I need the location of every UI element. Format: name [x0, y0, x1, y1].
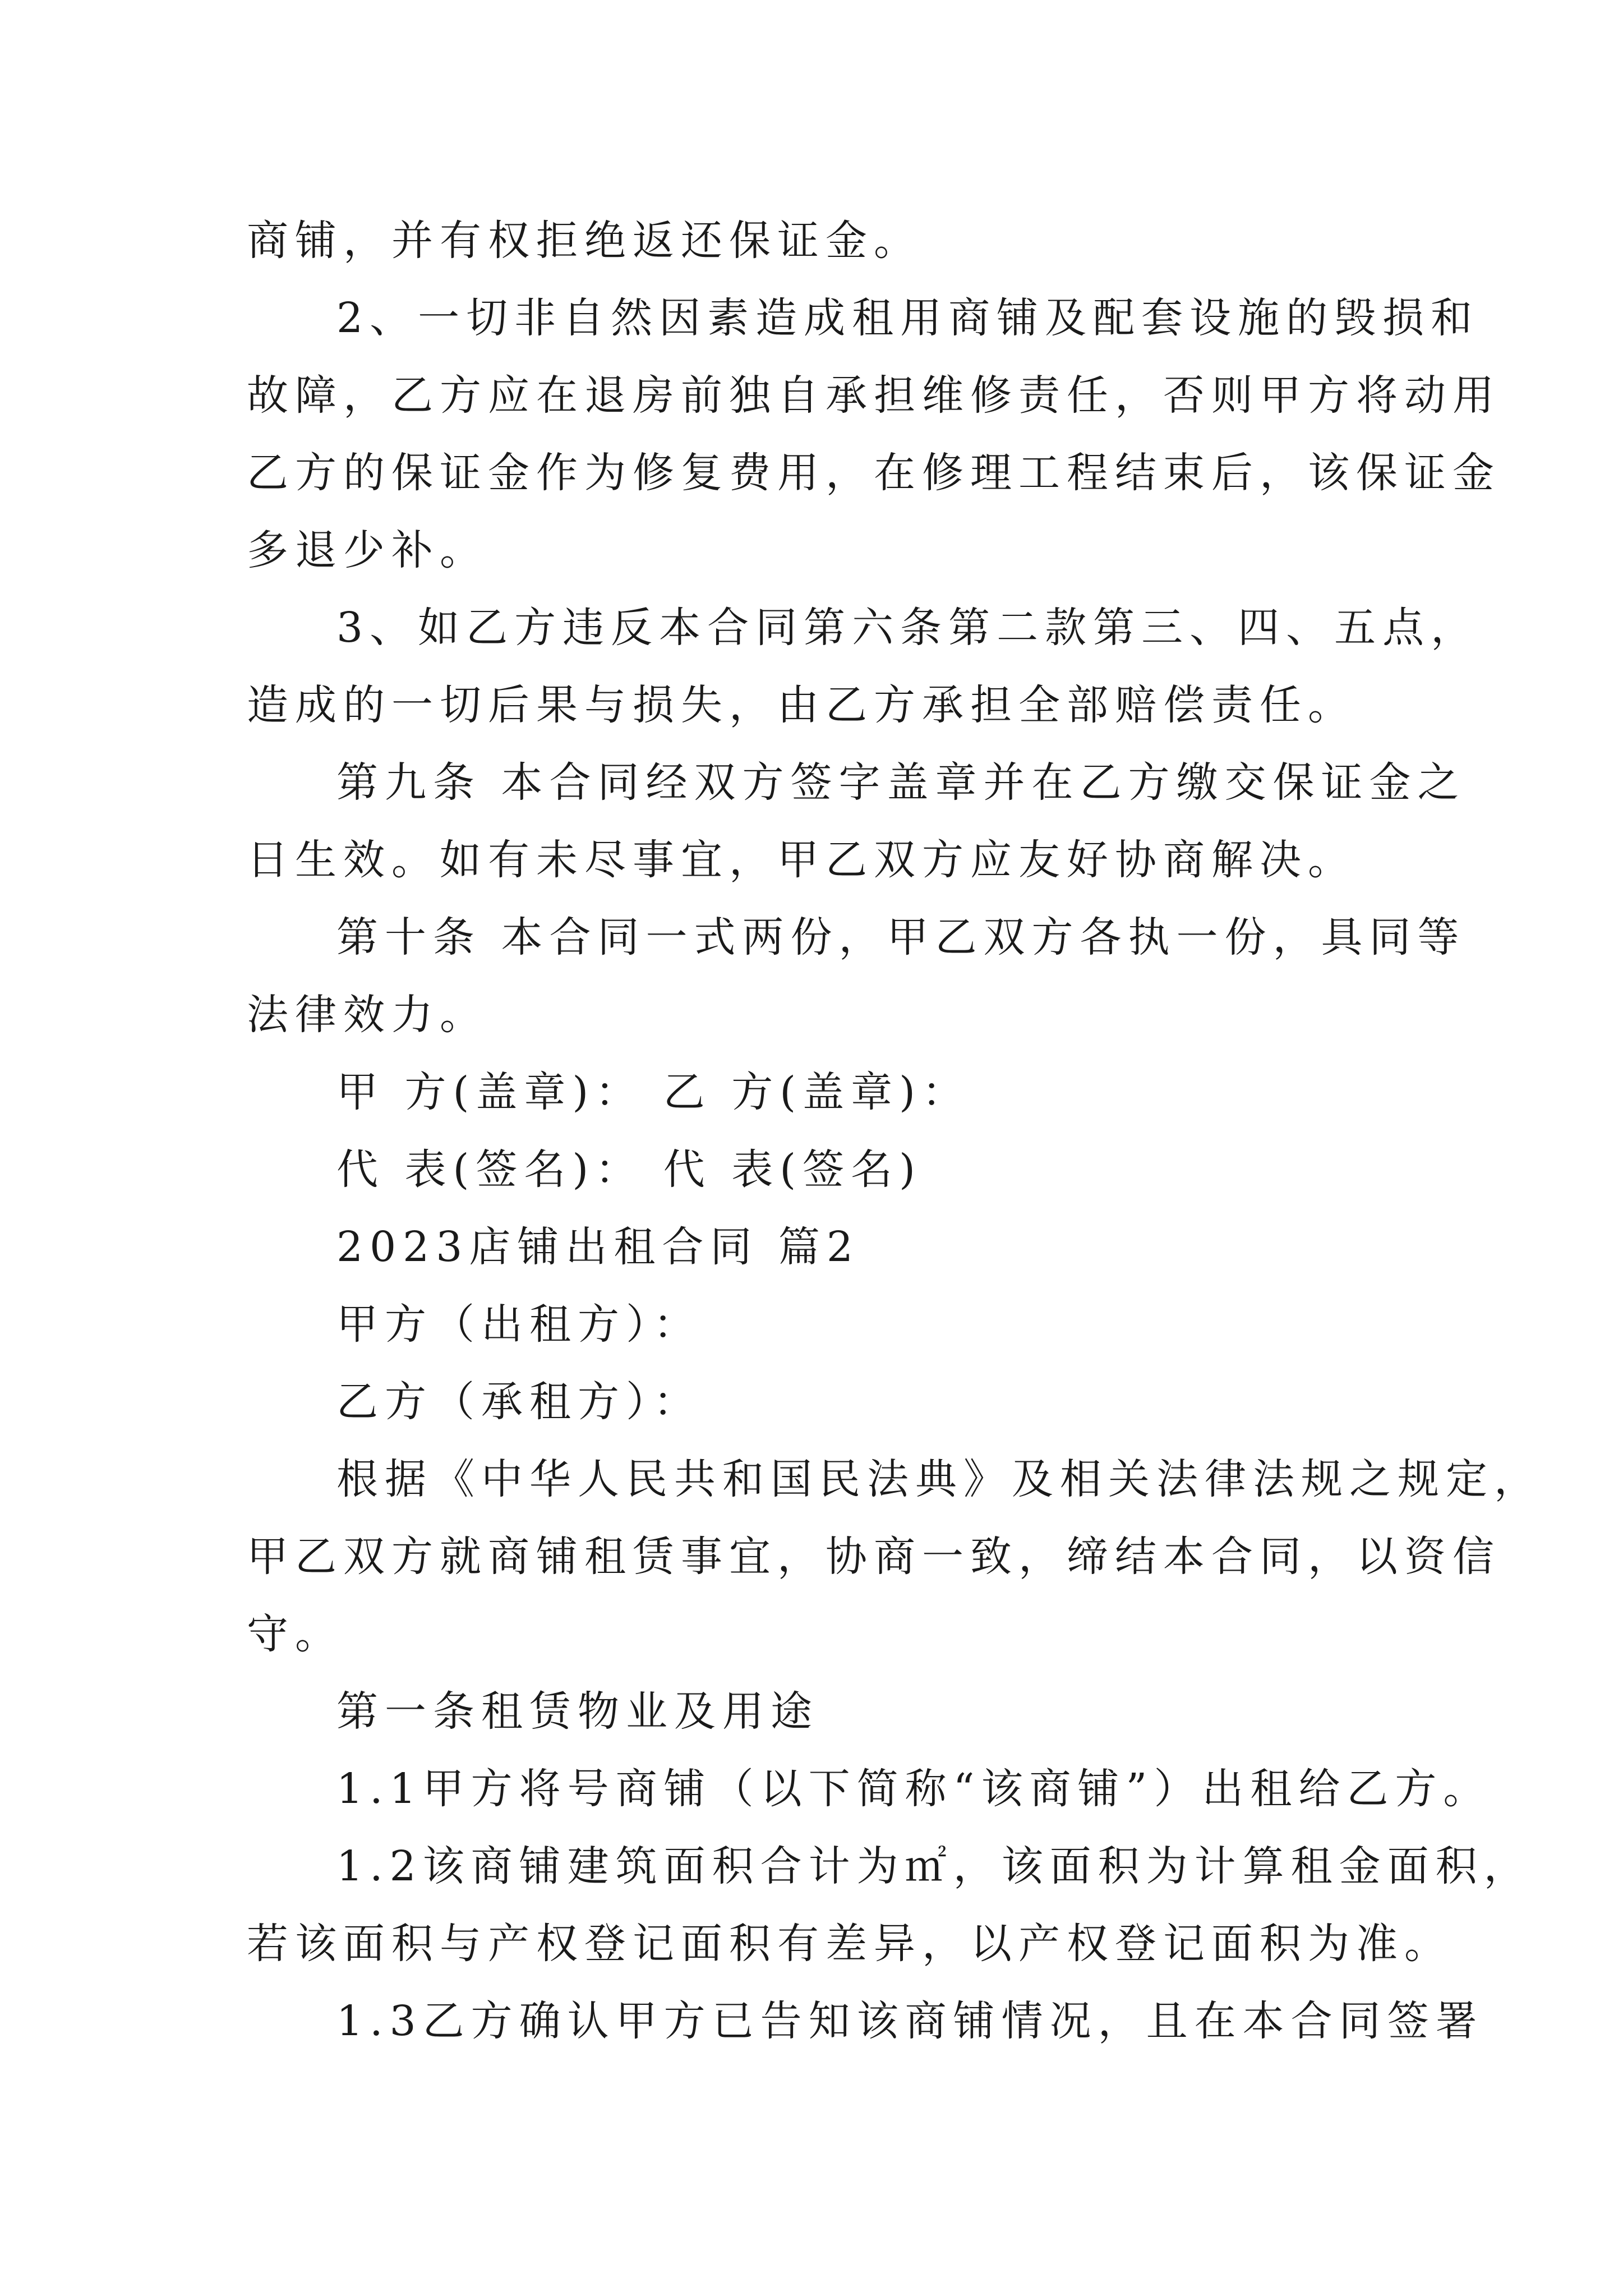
section-heading: 2023店铺出租合同 篇2: [336, 1223, 860, 1271]
text-line: 故障，乙方应在退房前独自承担维修责任，否则甲方将动用: [247, 371, 1501, 420]
document-body: [247, 202, 1542, 2060]
text-line: 造成的一切后果与损失，由乙方承担全部赔偿责任。: [247, 681, 1356, 729]
article-heading: 第一条租赁物业及用途: [336, 1687, 819, 1736]
text-line: 商铺，并有权拒绝返还保证金。: [247, 217, 922, 265]
text-line: 第九条 本合同经双方签字盖章并在乙方缴交保证金之: [336, 758, 1466, 807]
text-line: 1.1甲方将号商铺（以下简称“该商铺”）出租给乙方。: [336, 1765, 1492, 1813]
party-line: 甲方（出租方）：: [336, 1300, 702, 1349]
text-line: 第十条 本合同一式两份，甲乙双方各执一份，具同等: [336, 913, 1466, 961]
text-line: 甲乙双方就商铺租赁事宜，协商一致，缔结本合同，以资信: [247, 1533, 1501, 1581]
text-line: 多退少补。: [247, 526, 488, 574]
signature-line: 代 表(签名)： 代 表(签名): [336, 1145, 923, 1194]
text-line: 1.3乙方确认甲方已告知该商铺情况，且在本合同签署: [336, 1997, 1484, 2045]
text-line: 1.2该商铺建筑面积合计为㎡，该面积为计算租金面积，: [336, 1842, 1532, 1890]
text-line: 若该面积与产权登记面积有差异，以产权登记面积为准。: [247, 1920, 1453, 1968]
text-line: 3、如乙方违反本合同第六条第二款第三、四、五点，: [336, 604, 1479, 652]
text-line: 乙方的保证金作为修复费用，在修理工程结束后，该保证金: [247, 449, 1501, 497]
text-line: 2、一切非自然因素造成租用商铺及配套设施的毁损和: [336, 294, 1479, 342]
party-line: 乙方（承租方）：: [336, 1378, 702, 1426]
text-line: 法律效力。: [247, 991, 488, 1039]
text-line: 根据《中华人民共和国民法典》及相关法律法规之规定，: [336, 1455, 1542, 1503]
signature-line: 甲 方(盖章)： 乙 方(盖章)：: [336, 1068, 971, 1116]
text-line: 日生效。如有未尽事宜，甲乙双方应友好协商解决。: [247, 836, 1356, 884]
text-line: 守。: [247, 1610, 343, 1658]
